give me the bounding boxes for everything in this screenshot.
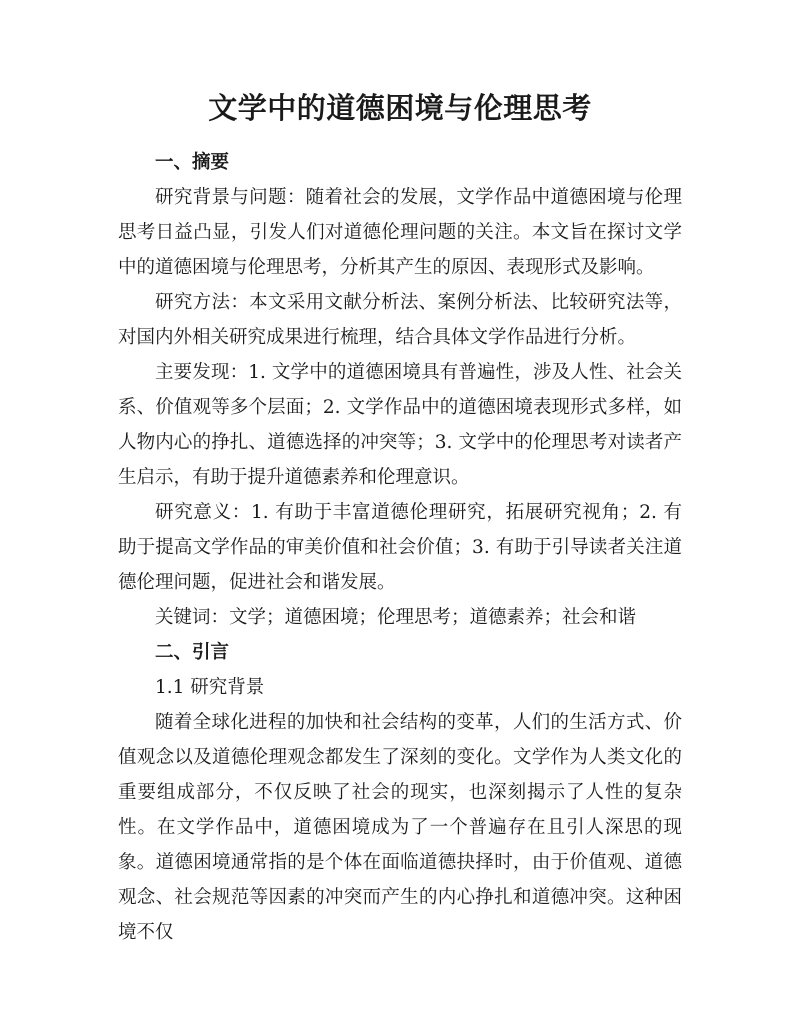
subsection-heading-background: 1.1 研究背景	[155, 677, 265, 698]
paragraph-keywords: 关键词：文学；道德困境；伦理思考；道德素养；社会和谐	[155, 607, 637, 628]
paragraph-intro: 随着全球化进程的加快和社会结构的变革，人们的生活方式、价值观念以及道德伦理观念都发生了深刻的变化。文学作为人类文化的重要组成部分，不仅反映了社会的现实，也深刻揭示了人性的复杂性。在文学作品中，道德困境成为了一个普遍存在且引人深思的现象。道德困境通常指的是个体在面临道德抉择时，由于价值观、道德观念、社会规范等因素的冲突而产生的内心挣扎和道德冲突。这种困境不仅	[118, 712, 682, 943]
paragraph-methods: 研究方法：本文采用文献分析法、案例分析法、比较研究法等，对国内外相关研究成果进行梳理，结合具体文学作品进行分析。	[118, 292, 682, 348]
paragraph-findings: 主要发现：1. 文学中的道德困境具有普遍性，涉及人性、社会关系、价值观等多个层面；2. 文学作品中的道德困境表现形式多样，如人物内心的挣扎、道德选择的冲突等；3. 文学中的伦理思考对读者产生启示，有助于提升道德素养和伦理意识。	[118, 362, 682, 488]
paragraph-significance: 研究意义：1. 有助于丰富道德伦理研究，拓展研究视角；2. 有助于提高文学作品的审美价值和社会价值；3. 有助于引导读者关注道德伦理问题，促进社会和谐发展。	[118, 502, 682, 593]
document-body	[118, 145, 682, 950]
section-heading-introduction: 二、引言	[155, 642, 230, 663]
section-heading-abstract: 一、摘要	[155, 152, 230, 173]
paragraph-background: 研究背景与问题：随着社会的发展，文学作品中道德困境与伦理思考日益凸显，引发人们对道德伦理问题的关注。本文旨在探讨文学中的道德困境与伦理思考，分析其产生的原因、表现形式及影响。	[118, 187, 682, 278]
page-title: 文学中的道德困境与伦理思考	[208, 91, 592, 125]
